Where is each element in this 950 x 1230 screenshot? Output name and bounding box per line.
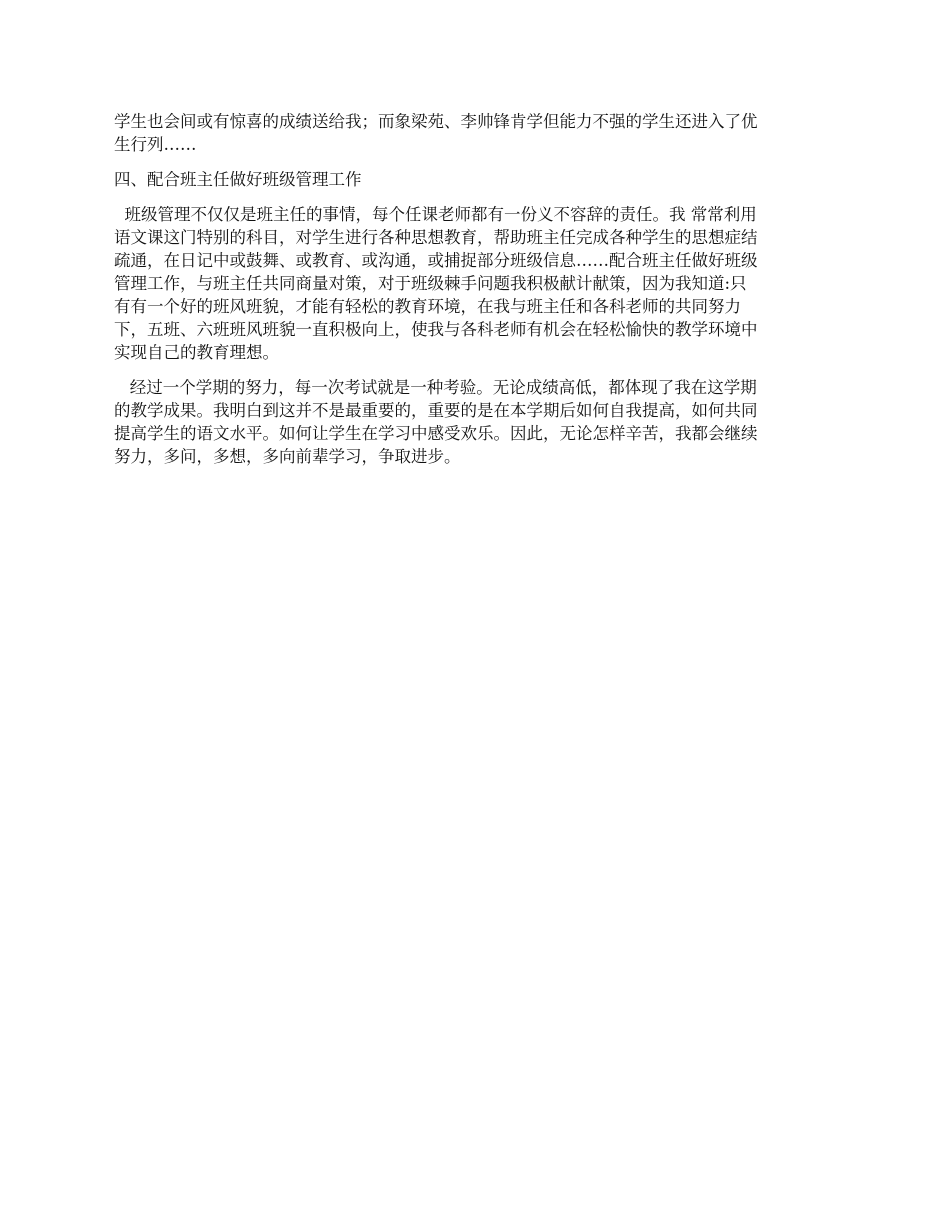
text-line: 实现自己的教育理想。 [114, 343, 279, 362]
text-line: 有有一个好的班风班貌，才能有轻松的教育环境，在我与班主任和各科老师的共同努力 [114, 297, 741, 316]
document-body [114, 110, 840, 480]
text-line: 下，五班、六班班风班貌一直积极向上，使我与各科老师有机会在轻松愉快的教学环境中 [114, 320, 758, 339]
text-line: 疏通，在日记中或鼓舞、或教育、或沟通，或捕捉部分班级信息……配合班主任做好班级 [114, 251, 758, 270]
section-heading-class-management [114, 168, 840, 191]
text-line: 的教学成果。我明白到这并不是最重要的，重要的是在本学期后如何自我提高，如何共同 [114, 401, 758, 420]
heading-text: 四、配合班主任做好班级管理工作 [114, 170, 362, 189]
text-line: 学生也会间或有惊喜的成绩送给我；而象梁苑、李帅锋肯学但能力不强的学生还进入了优 [114, 112, 758, 131]
text-line: 提高学生的语文水平。如何让学生在学习中感受欢乐。因此，无论怎样辛苦，我都会继续 [114, 424, 758, 443]
text-line: 班级管理不仅仅是班主任的事情，每个任课老师都有一份义不容辞的责任。我 常常利用 [114, 205, 757, 224]
paragraph-students-progress [114, 110, 840, 156]
text-line: 经过一个学期的努力，每一次考试就是一种考验。无论成绩高低，都体现了我在这学期 [114, 378, 757, 397]
text-line: 语文课这门特别的科目，对学生进行各种思想教育，帮助班主任完成各种学生的思想症结 [114, 228, 758, 247]
paragraph-conclusion [114, 376, 840, 468]
paragraph-class-management [114, 203, 840, 364]
text-line: 生行列…… [114, 135, 197, 154]
text-line: 努力，多问，多想，多向前辈学习，争取进步。 [114, 447, 461, 466]
text-line: 管理工作，与班主任共同商量对策，对于班级棘手问题我积极献计献策，因为我知道:只 [114, 274, 747, 293]
